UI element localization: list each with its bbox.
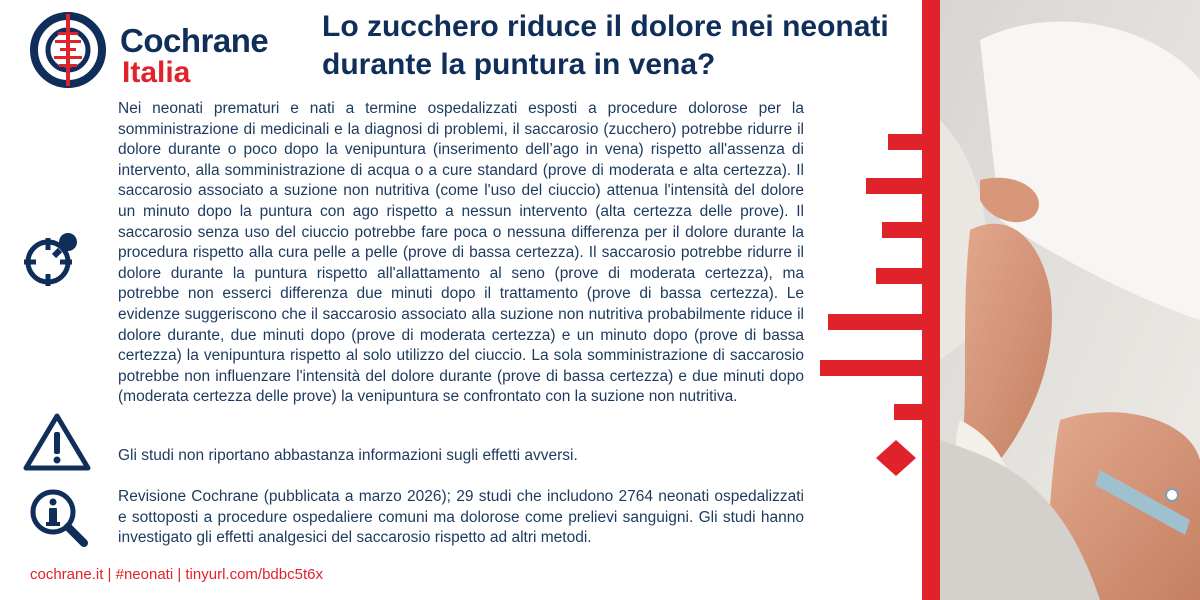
- adverse-effects-text: Gli studi non riportano abbastanza informazioni sugli effetti avversi.: [118, 447, 578, 464]
- baby-photo: [940, 0, 1200, 600]
- logo-cochrane-text: Cochrane: [120, 22, 269, 59]
- decorative-bars: [820, 0, 940, 600]
- page-title: Lo zucchero riduce il dolore nei neonati durante la puntura in vena?: [322, 10, 889, 81]
- warning-icon: [22, 412, 92, 472]
- cochrane-italia-logo[interactable]: [28, 10, 298, 90]
- info-magnifier-icon: [28, 487, 88, 547]
- review-info-text: Revisione Cochrane (pubblicata a marzo 2026); 29 studi che includono 2764 neonati ospedalizzati e sottoposti a procedure ospedaliere comuni ma dolorose come prelievi sanguigni. Gli studi hanno investigato gli effetti analgesici del saccarosio rispetto ad altri metodi.: [118, 488, 804, 547]
- summary-text: Nei neonati prematuri e nati a termine ospedalizzati esposti a procedure dolorose per la somministrazione di medicinali e la diagnosi di problemi, il saccarosio (zucchero) potrebbe ridurre il dolore durante o poco dopo la venipuntura (inserimento dell’ago in vena) rispetto all'assenza di intervento, alla somministrazione di acqua o a cure standard (prove di moderata e alta certezza). Il saccarosio associato a suzione non nutritiva (come l'uso del ciuccio) attenua l'intensità del dolore un minuto dopo la puntura con ago rispetto a nessun intervento (alta certezza delle prove). Il saccarosio senza uso del ciuccio potrebbe fare poca o nessuna differenza per il dolore durante la procedura rispetto alla cura pelle a pelle (prove di bassa certezza). Il saccarosio potrebbe ridurre il dolore durante la puntura rispetto all'allattamento al seno (prove di moderata certezza), ma potrebbe non esserci differenza due minuti dopo il trattamento (prove di bassa certezza). Le evidenze suggeriscono che il saccarosio associato alla suzione non nutritiva probabilmente riduce il dolore durante, due minuti dopo (prove di moderata certezza) e un minuto dopo (prove di bassa certezza) la venipuntura rispetto al solo utilizzo del ciuccio. La sola somministrazione di saccarosio potrebbe non influenzare l'intensità del dolore durante (prove di bassa certezza) e due minuti dopo (moderata certezza delle prove) la venipuntura se confrontato con la suzione non nutritiva.: [118, 100, 804, 406]
- target-magnifier-icon: [24, 230, 84, 290]
- cochrane-logo-icon: [28, 10, 108, 90]
- footer-links[interactable]: cochrane.it | #neonati | tinyurl.com/bdbc5t6x: [30, 566, 323, 583]
- logo-italia-text: Italia: [122, 56, 191, 89]
